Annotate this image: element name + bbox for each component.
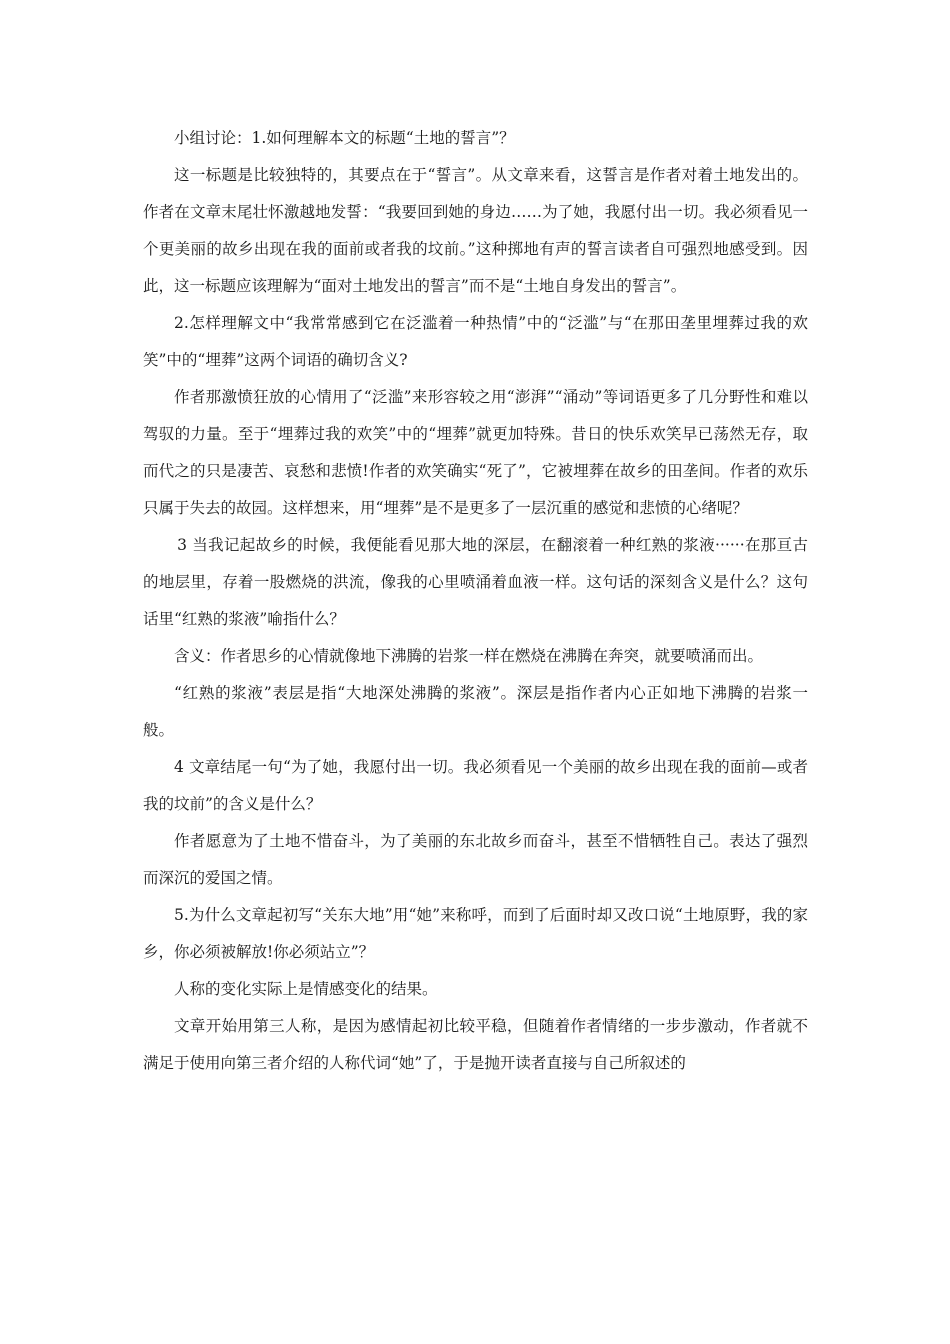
discussion-question-1: 小组讨论：1.如何理解本文的标题“土地的誓言”？ (174, 129, 515, 147)
answer-1-paragraph: 这一标题是比较独特的，其要点在于“誓言”。从文章来看，这誓言是作者对着土地发出的。作者在文章末尾壮怀激越地发誓：“我要回到她的身边……为了她，我愿付出一切。我必须看见一个更美丽的故乡出现在我的面前或者我的坟前。”这种掷地有声的誓言读者自可强烈地感受到。因此，这一标题应该理解为“面对土地发出的誓言”而不是“土地自身发出的誓言”。 (143, 166, 808, 295)
discussion-question-5: 5.为什么文章起初写“关东大地”用“她”来称呼，而到了后面时却又改口说“土地原野，我的家乡，你必须被解放!你必须站立”？ (143, 906, 808, 961)
answer-4-paragraph: 作者愿意为了土地不惜奋斗，为了美丽的东北故乡而奋斗，甚至不惜牺牲自己。表达了强烈而深沉的爱国之情。 (143, 832, 808, 887)
answer-3-metaphor: “红熟的浆液”表层是指“大地深处沸腾的浆液”。深层是指作者内心正如地下沸腾的岩浆一般。 (143, 684, 808, 739)
answer-3-meaning: 含义：作者思乡的心情就像地下沸腾的岩浆一样在燃烧在沸腾在奔突，就要喷涌而出。 (174, 647, 764, 665)
answer-5-summary: 人称的变化实际上是情感变化的结果。 (174, 980, 438, 998)
answer-5-paragraph: 文章开始用第三人称，是因为感情起初比较平稳，但随着作者情绪的一步步激动，作者就不满足于使用向第三者介绍的人称代词“她”了，于是抛开读者直接与自己所叙述的 (143, 1017, 808, 1072)
discussion-question-4: 4 文章结尾一句“为了她，我愿付出一切。我必须看见一个美丽的故乡出现在我的面前—或者我的坟前”的含义是什么？ (143, 758, 808, 813)
discussion-question-3: 3 当我记起故乡的时候，我便能看见那大地的深层，在翻滚着一种红熟的浆液······在那亘古的地层里，存着一股燃烧的洪流，像我的心里喷涌着血液一样。这句话的深刻含义是什么？这句话里“红熟的浆液”喻指什么？ (143, 536, 808, 628)
answer-2-paragraph: 作者那激愤狂放的心情用了“泛滥”来形容较之用“澎湃”“涌动”等词语更多了几分野性和难以驾驭的力量。至于“埋葬过我的欢笑”中的“埋葬”就更加特殊。昔日的快乐欢笑早已荡然无存，取而代之的只是凄苦、哀愁和悲愤!作者的欢笑确实“死了”，它被埋葬在故乡的田垄间。作者的欢乐只属于失去的故园。这样想来，用“埋葬”是不是更多了一层沉重的感觉和悲愤的心绪呢？ (143, 388, 808, 517)
discussion-question-2: 2.怎样理解文中“我常常感到它在泛滥着一种热情”中的“泛滥”与“在那田垄里埋葬过我的欢笑”中的“埋葬”这两个词语的确切含义? (143, 314, 808, 369)
document-body (143, 120, 808, 1082)
